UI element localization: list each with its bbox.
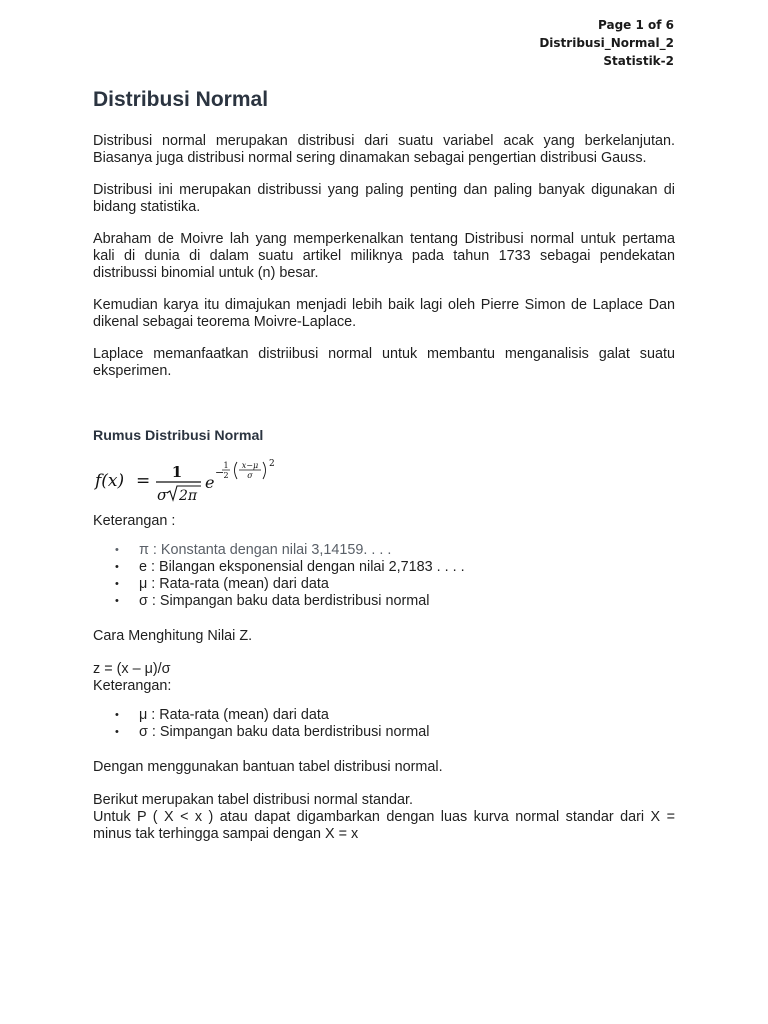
berikut-line-1: Berikut merupakan tabel distribusi normal standar. [93,792,413,808]
keterangan-label-2: Keterangan: [93,678,172,694]
document-body [93,86,675,843]
bullet-icon: • [115,544,119,556]
bullet-list-2 [93,707,675,741]
formula-exp-half-den: 2 [223,471,229,480]
formula-equals: = [136,471,151,491]
document-name: Distribusi_Normal_2 [539,36,674,50]
list-item: • μ : Rata-rata (mean) dari data [115,576,329,592]
cara-menghitung-z: Cara Menghitung Nilai Z. [93,628,253,644]
keterangan-label-1: Keterangan : [93,513,176,529]
paragraph-4: Kemudian karya itu dimajukan menjadi lebih baik lagi oleh Pierre Simon de Laplace Dan dikenal sebagai teorema Moivre-Laplace. [93,297,675,330]
bullet-icon: • [115,726,119,738]
page-number: Page 1 of 6 [598,18,674,32]
normal-distribution-formula [93,459,675,509]
formula-denominator-sigma: σ [157,486,168,504]
bullet-icon: • [115,578,119,590]
course-name: Statistik-2 [603,54,674,68]
formula-lhs: f(x) [95,471,125,491]
bullet-icon: • [115,561,119,573]
tabel-line: Dengan menggunakan bantuan tabel distribusi normal. [93,759,443,775]
right-paren-icon [263,462,266,479]
formula-base: e [205,473,215,492]
formula-denominator-root: 2π [179,488,198,504]
list-item: • μ : Rata-rata (mean) dari data [115,707,329,723]
bullet-icon: • [115,709,119,721]
formula-graphic [93,459,293,509]
page-header [539,16,674,70]
berikut-line-2: Untuk P ( X < x ) atau dapat digambarkan dengan luas kurva normal standar dari X = minus tak terhingga sampai dengan X = x [93,809,675,842]
formula-exp-frac-num: x−μ [241,461,259,470]
rumus-heading: Rumus Distribusi Normal [93,428,264,444]
paragraph-1: Distribusi normal merupakan distribusi dari suatu variabel acak yang berkelanjutan. Biasanya juga distribusi normal sering dinamakan sebagai pengertian distribusi Gauss. [93,133,675,166]
formula-exp-power: 2 [269,459,275,469]
formula-numerator: 1 [171,463,183,481]
left-paren-icon [235,462,238,479]
formula-exp-frac-den: σ [247,471,253,480]
list-item: • π : Konstanta dengan nilai 3,14159. . . . [115,542,392,558]
formula-exp-half-num: 1 [223,461,229,470]
page-title: Distribusi Normal [93,88,269,111]
list-item: • σ : Simpangan baku data berdistribusi normal [115,593,430,609]
paragraph-2: Distribusi ini merupakan distribussi yang paling penting dan paling banyak digunakan di bidang statistika. [93,182,675,215]
list-item: • e : Bilangan eksponensial dengan nilai 2,7183 . . . . [115,559,465,575]
list-item: • σ : Simpangan baku data berdistribusi normal [115,724,430,740]
bullet-list-1 [93,542,675,610]
paragraph-3: Abraham de Moivre lah yang memperkenalkan tentang Distribusi normal untuk pertama kali di dunia di dalam suatu artikel miliknya pada tahun 1733 sebagai pendekatan distribussi binomial untuk (n) besar. [93,231,675,281]
bullet-icon: • [115,595,119,607]
paragraph-5: Laplace memanfaatkan distriibusi normal untuk membantu menganalisis galat suatu eksperimen. [93,346,675,379]
z-formula: z = (x – μ)/σ [93,661,171,677]
formula-exp-sign: − [215,466,225,479]
